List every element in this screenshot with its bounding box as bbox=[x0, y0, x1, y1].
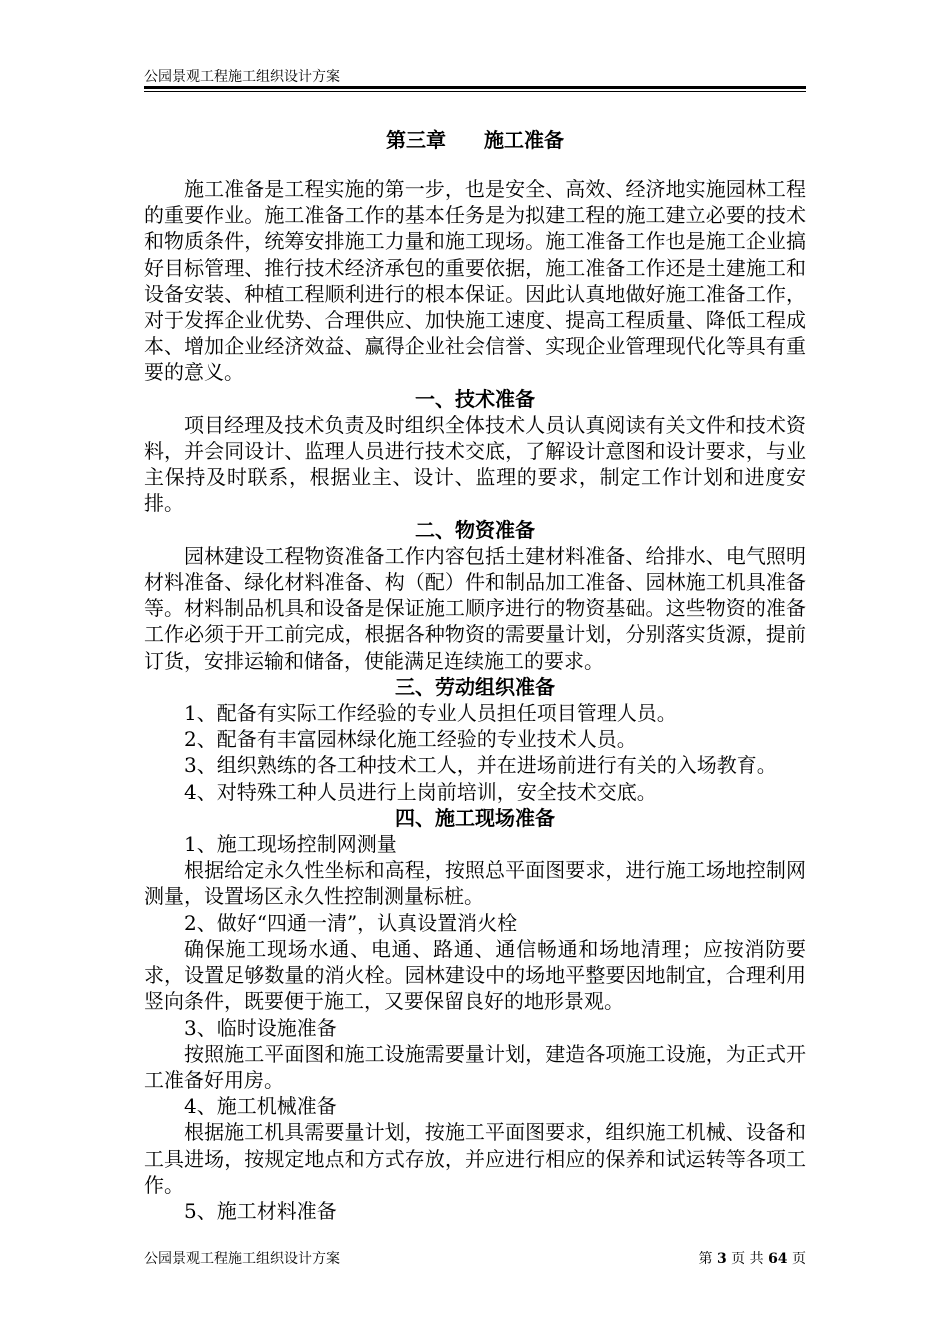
chapter-heading bbox=[0, 124, 950, 153]
paragraph: 2、做好“四通一清”，认真设置消火栓 bbox=[184, 910, 518, 935]
chapter-title: 施工准备 bbox=[484, 128, 564, 152]
paragraph: 4、对特殊工种人员进行上岗前培训，安全技术交底。 bbox=[184, 779, 657, 804]
paragraph: 1、配备有实际工作经验的专业人员担任项目管理人员。 bbox=[184, 701, 677, 726]
paragraph: 施工准备是工程实施的第一步，也是安全、高效、经济地实施园林工程的重要作业。施工准备工作的基本任务是为拟建工程的施工建立必要的技术和物质条件，统筹安排施工力量和施工现场。施工准备工作也是施工企业搞好目标管理、推行技术经济承包的重要依据，施工准备工作还是土建施工和设备安装、种植工程顺利进行的根本保证。因此认真地做好施工准备工作，对于发挥企业优势、合理供应、加快施工速度、提高工程质量、降低工程成本、增加企业经济效益、赢得企业社会信誉、实现企业管理现代化等具有重要的意义。 bbox=[144, 177, 806, 385]
section-heading: 一、技术准备 bbox=[415, 386, 535, 411]
page-number: 第 3 页 共 64 页 bbox=[698, 1251, 806, 1267]
page-header-title: 公园景观工程施工组织设计方案 bbox=[144, 69, 340, 85]
paragraph: 2、配备有丰富园林绿化施工经验的专业技术人员。 bbox=[184, 727, 637, 752]
paragraph: 根据给定永久性坐标和高程，按照总平面图要求，进行施工场地控制网测量，设置场区永久性控制测量标桩。 bbox=[144, 858, 806, 909]
paragraph: 3、临时设施准备 bbox=[184, 1015, 337, 1040]
document-body bbox=[144, 176, 806, 1224]
paragraph: 按照施工平面图和施工设施需要量计划，建造各项施工设施，为正式开工准备好用房。 bbox=[144, 1041, 806, 1092]
paragraph: 确保施工现场水通、电通、路通、通信畅通和场地清理；应按消防要求，设置足够数量的消火栓。园林建设中的场地平整要因地制宜，合理利用竖向条件，既要便于施工，又要保留良好的地形景观。 bbox=[144, 936, 806, 1014]
paragraph: 1、施工现场控制网测量 bbox=[184, 832, 397, 857]
paragraph: 项目经理及技术负责及时组织全体技术人员认真阅读有关文件和技术资料，并会同设计、监理人员进行技术交底，了解设计意图和设计要求，与业主保持及时联系，根据业主、设计、监理的要求，制定工作计划和进度安排。 bbox=[144, 412, 806, 516]
header-rule-thick bbox=[144, 86, 806, 89]
section-heading: 三、劳动组织准备 bbox=[395, 674, 555, 699]
section-heading: 四、施工现场准备 bbox=[395, 805, 555, 830]
section-heading: 二、物资准备 bbox=[415, 517, 535, 542]
chapter-number: 第三章 bbox=[386, 128, 446, 152]
paragraph: 园林建设工程物资准备工作内容包括土建材料准备、给排水、电气照明材料准备、绿化材料准备、构（配）件和制品加工准备、园林施工机具准备等。材料制品机具和设备是保证施工顺序进行的物资基础。这些物资的准备工作必须于开工前完成，根据各种物资的需要量计划，分别落实货源，提前订货，安排运输和储备，使能满足连续施工的要求。 bbox=[144, 543, 806, 673]
paragraph: 5、施工材料准备 bbox=[184, 1198, 337, 1223]
header-rule-thin bbox=[144, 91, 806, 92]
page-total: 64 bbox=[768, 1251, 788, 1267]
page-current: 3 bbox=[716, 1251, 727, 1267]
paragraph: 4、施工机械准备 bbox=[184, 1094, 337, 1119]
page-footer-title: 公园景观工程施工组织设计方案 bbox=[144, 1251, 340, 1267]
paragraph: 3、组织熟练的各工种技术工人，并在进场前进行有关的入场教育。 bbox=[184, 753, 777, 778]
paragraph: 根据施工机具需要量计划，按施工平面图要求，组织施工机械、设备和工具进场，按规定地点和方式存放，并应进行相应的保养和试运转等各项工作。 bbox=[144, 1120, 806, 1197]
